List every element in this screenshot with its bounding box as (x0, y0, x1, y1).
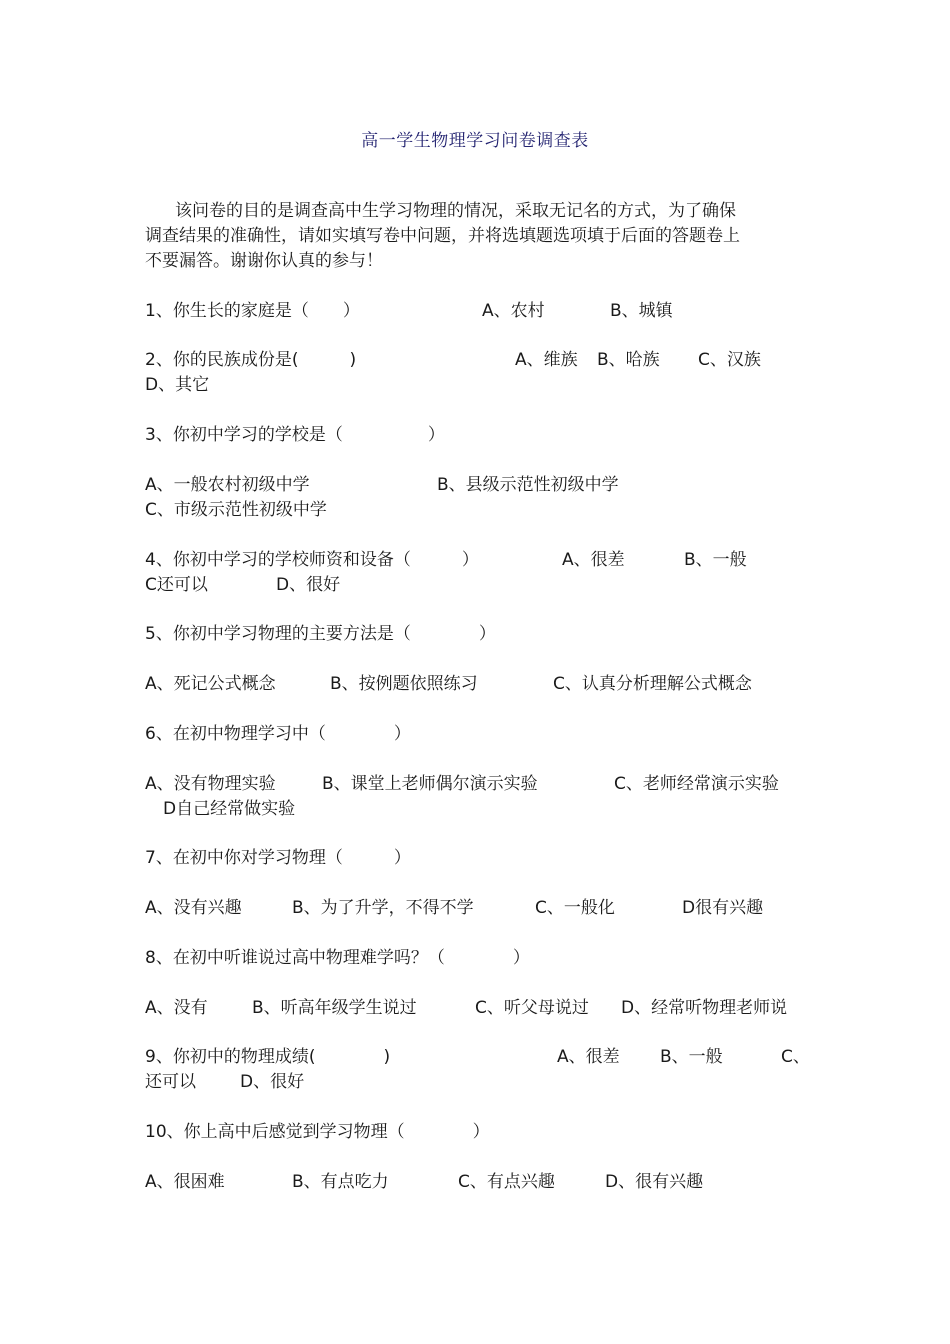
question-7-option-a: A、没有兴趣 (145, 898, 242, 918)
question-10-option-d: D、很有兴趣 (605, 1172, 704, 1192)
question-6-option-b: B、课堂上老师偶尔演示实验 (322, 774, 538, 794)
question-3-option-b: B、县级示范性初级中学 (437, 475, 619, 495)
question-2-option-d: D、其它 (145, 375, 210, 395)
question-8-option-d: D、经常听物理老师说 (621, 998, 788, 1018)
question-2-option-c: C、汉族 (698, 350, 761, 370)
question-6-option-a: A、没有物理实验 (145, 774, 276, 794)
question-5-stem: 5、你初中学习物理的主要方法是（ ） (145, 624, 496, 644)
question-2-stem: 2、你的民族成份是( ) (145, 350, 357, 370)
question-3-stem: 3、你初中学习的学校是（ ） (145, 425, 445, 445)
intro-line: 该问卷的目的是调查高中生学习物理的情况，采取无记名的方式，为了确保 (175, 201, 736, 221)
question-10-option-c: C、有点兴趣 (458, 1172, 555, 1192)
document-title: 高一学生物理学习问卷调查表 (361, 131, 589, 151)
question-3-option-a: A、一般农村初级中学 (145, 475, 310, 495)
question-5-option-a: A、死记公式概念 (145, 674, 276, 694)
question-9-option-d: D、很好 (240, 1072, 305, 1092)
question-3-option-c: C、市级示范性初级中学 (145, 500, 327, 520)
question-8-option-a: A、没有 (145, 998, 208, 1018)
question-7-option-b: B、为了升学，不得不学 (292, 898, 474, 918)
question-9-option-b: B、一般 (660, 1047, 723, 1067)
question-7-stem: 7、在初中你对学习物理（ ） (145, 848, 411, 868)
question-5-option-c: C、认真分析理解公式概念 (553, 674, 752, 694)
intro-paragraph (145, 199, 810, 274)
question-10-option-a: A、很困难 (145, 1172, 225, 1192)
question-2-option-a: A、维族 (515, 350, 578, 370)
question-1-stem: 1、你生长的家庭是（ ） (145, 301, 360, 321)
question-9-option-c: C、 (781, 1047, 810, 1067)
question-1-option-b: B、城镇 (610, 301, 673, 321)
question-4-option-a: A、很差 (562, 550, 625, 570)
question-6-option-c: C、老师经常演示实验 (614, 774, 779, 794)
question-4-stem: 4、你初中学习的学校师资和设备（ ） (145, 550, 479, 570)
intro-line: 调查结果的准确性，请如实填写卷中问题，并将选填题选项填于后面的答题卷上 (145, 226, 740, 246)
question-9-stem: 9、你初中的物理成绩( ) (145, 1047, 391, 1067)
question-10-stem: 10、你上高中后感觉到学习物理（ ） (145, 1122, 490, 1142)
question-6-stem: 6、在初中物理学习中（ ） (145, 724, 411, 744)
question-6-option-d: D自己经常做实验 (163, 799, 296, 819)
question-4-option-b: B、一般 (684, 550, 747, 570)
question-7-option-c: C、一般化 (535, 898, 615, 918)
question-4-option-d: D、很好 (276, 575, 341, 595)
question-9-option-a: A、很差 (557, 1047, 620, 1067)
question-8-stem: 8、在初中听谁说过高中物理难学吗？（ ） (145, 948, 530, 968)
question-2-option-b: B、哈族 (597, 350, 660, 370)
question-7-option-d: D很有兴趣 (682, 898, 764, 918)
question-4-option-c: C还可以 (145, 575, 208, 595)
question-8-option-b: B、听高年级学生说过 (252, 998, 417, 1018)
question-5-option-b: B、按例题依照练习 (330, 674, 478, 694)
question-9-option-c-text: 还可以 (145, 1072, 196, 1092)
intro-line: 不要漏答。谢谢你认真的参与！ (145, 251, 383, 271)
question-1-option-a: A、农村 (482, 301, 545, 321)
question-8-option-c: C、听父母说过 (475, 998, 589, 1018)
question-10-option-b: B、有点吃力 (292, 1172, 389, 1192)
